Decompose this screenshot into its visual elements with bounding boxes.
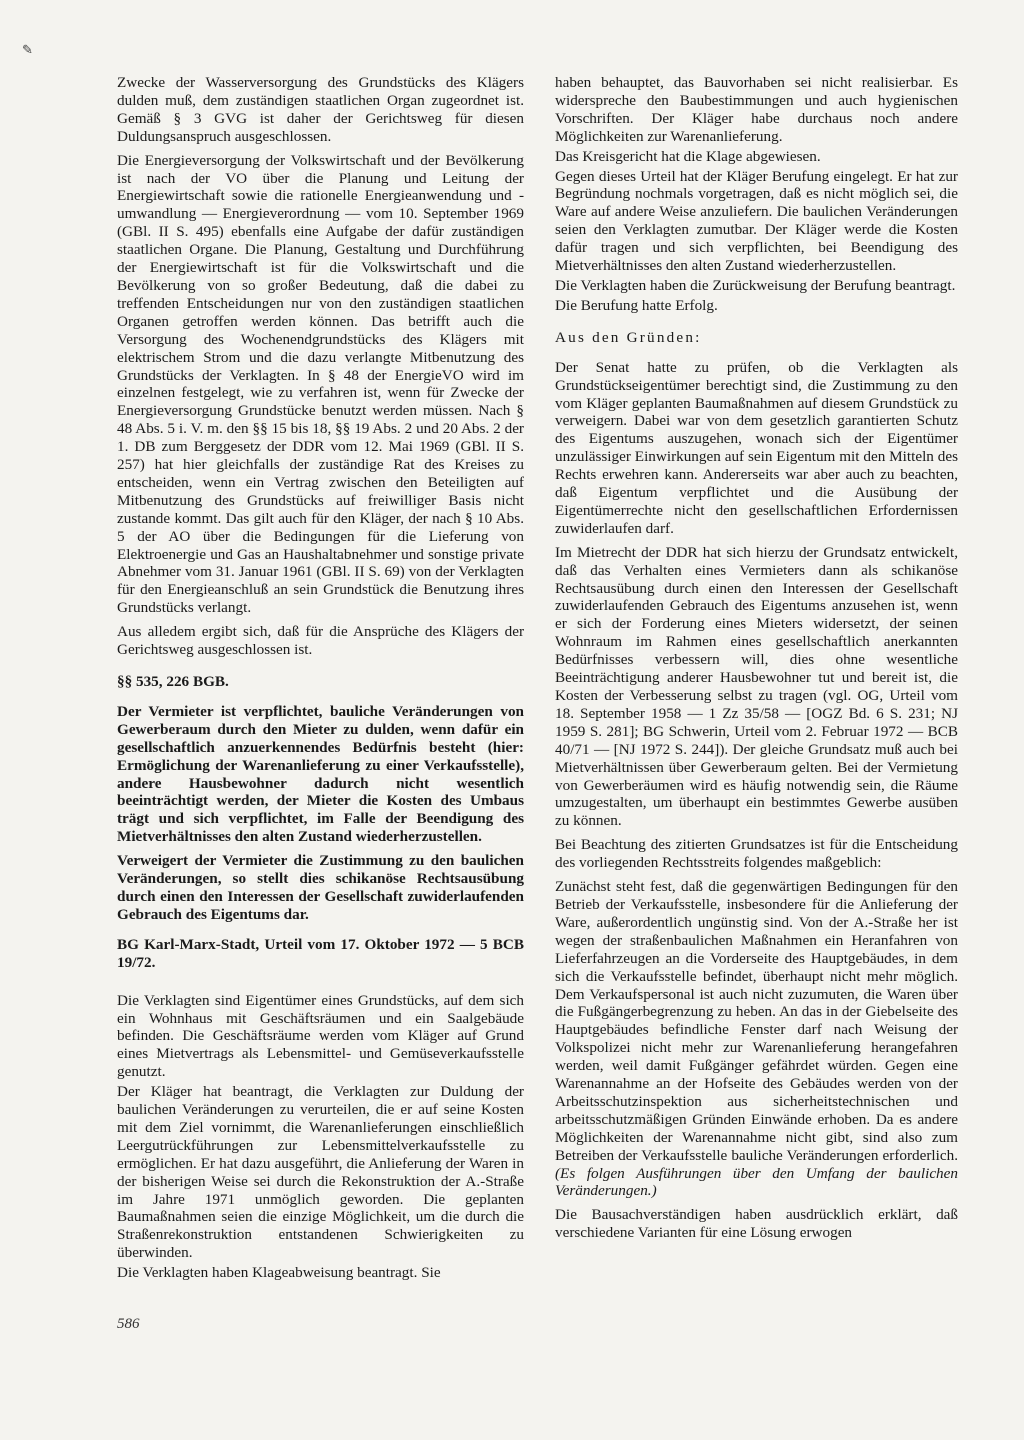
paragraph: Die Verklagten haben die Zurückweisung der Berufung beantragt. [555, 276, 956, 294]
margin-mark: ✎ [22, 42, 33, 57]
paragraph: Der Kläger hat beantragt, die Verklagten zur Duldung der baulichen Veränderungen zu verurteilen, die er auf seine Kosten mit dem Ziel vornimmt, die Warenanlieferungen einschließlich Leergutrückführungen zur Lebensmittelverkaufsstelle zu ermöglichen. Er hat dazu ausgeführt, die Anlieferung der Waren in der bisherigen Weise sei durch die Rekonstruktion der A.-Straße im Jahre 1971 unmöglich geworden. Die geplanten Baumaßnahmen seien die einzige Möglichkeit, um die durch die Straßenrekonstruktion entstandenen Schwierigkeiten zu überwinden. [117, 1083, 524, 1262]
headnote-paragraph: Der Vermieter ist verpflichtet, bauliche Veränderungen von Gewerberaum durch den Mieter zu dulden, wenn dafür ein gesellschaftlich anzuerkennendes Bedürfnis besteht (hier: Ermöglichung der Warenanlieferung zu einer Verkaufsstelle), andere Hausbewohner dadurch nicht wesentlich beeinträchtigt werden, der Mieter die Kosten des Umbaus trägt und sich verpflichtet, im Falle der Beendigung des Mietverhältnisses den alten Zustand wiederherzustellen. [117, 702, 524, 846]
italic-note: (Es folgen Ausführungen über den Umfang der baulichen Veränderungen.) [555, 1164, 958, 1200]
paragraph: Die Verklagten sind Eigentümer eines Grundstücks, auf dem sich ein Wohnhaus mit Geschäftsräumen und ein Saalgebäude befinden. Die Geschäftsräume werden vom Kläger auf Grund eines Mietvertrags als Lebensmittel- und Gemüseverkaufsstelle genutzt. [117, 991, 524, 1081]
paragraph: Die Berufung hatte Erfolg. [555, 296, 718, 314]
paragraph: haben behauptet, das Bauvorhaben sei nicht realisierbar. Es widerspreche den Baubestimmungen und auch hygienischen Vorschriften. Der Kläger habe durchaus noch andere Möglichkeiten zur Warenanlieferung. [555, 74, 958, 145]
paragraph-text: Zunächst steht fest, daß die gegenwärtigen Bedingungen für den Betrieb der Verkaufsstelle, insbesondere für die Anlieferung der Ware, außerordentlich ungünstig sind. Von der A.-Straße her ist wegen der straßenbaulichen Maßnahmen ein Heranfahren von Lieferfahrzeugen an die Vorderseite des Hauptgebäudes, in dem sich die Verkaufsstelle befindet, überhaupt nicht mehr möglich. Dem Verkaufspersonal ist auch nicht zuzumuten, die Waren über die Fußgängerbegrenzung zu heben. An das in der Giebelseite des Hauptgebäudes befindliche Fenster darf nach Weisung der Volkspolizei nicht mehr zur Warenanlieferung herangefahren werden, weil damit Fußgänger gefährdet würden. Gegen eine Warenannahme an der Hofseite des Gebäudes werden von der Arbeitsschutzinspektion aus sicherheitstechnischen und arbeitsschutzmäßigen Gründen Einwände erhoben. Da es andere Möglichkeiten der Warenannahme nicht gibt, sind also zum Betreiben der Verkaufsstelle bauliche Veränderungen erforderlich. [555, 878, 958, 1164]
paragraph: Der Senat hatte zu prüfen, ob die Verklagten als Grundstückseigentümer berechtigt sind, die Zustimmung zu den vom Kläger geplanten Baumaßnahmen auf diesem Grundstück zu verweigern. Dabei war von dem gesetzlich garantierten Schutz des Eigentums auszugehen, wonach sich der Eigentümer unzulässiger Einwirkungen auf sein Eigentum mit den Mitteln des Rechts erwehren kann. Andererseits war aber auch zu beachten, daß Eigentum verpflichtet und die Ausübung der Eigentümerrechte nicht den gesellschaftlichen Erfordernissen zuwiderlaufen darf. [555, 358, 958, 537]
court-citation: BG Karl-Marx-Stadt, Urteil vom 17. Oktober 1972 — 5 BCB 19/72. [117, 935, 524, 971]
paragraph: Gegen dieses Urteil hat der Kläger Berufung eingelegt. Er hat zur Begründung nochmals vorgetragen, daß es nicht möglich sei, die Ware auf andere Weise anzuliefern. Die baulichen Veränderungen seien den Verklagten zumutbar. Der Kläger werde die Kosten dafür tragen und sich verpflichten, bei Beendigung des Mietverhältnisses den alten Zustand wiederherzustellen. [555, 167, 958, 275]
right-column [555, 74, 958, 1248]
paragraph: Das Kreisgericht hat die Klage abgewiesen. [555, 147, 821, 165]
paragraph: Bei Beachtung des zitierten Grundsatzes ist für die Entscheidung des vorliegenden Rechtsstreits folgendes maßgeblich: [555, 836, 958, 872]
paragraph: Aus alledem ergibt sich, daß für die Ansprüche des Klägers der Gerichtsweg ausgeschlossen ist. [117, 623, 524, 659]
paragraph: Die Bausachverständigen haben ausdrücklich erklärt, daß verschiedene Varianten für eine Lösung erwogen [555, 1206, 958, 1242]
paragraph: Die Energieversorgung der Volkswirtschaft und der Bevölkerung ist nach der VO über die Planung und Leitung der Energiewirtschaft sowie die rationelle Energieanwendung und -umwandlung — Energieverordnung — vom 10. September 1969 (GBl. II S. 495) ebenfalls eine Aufgabe der dafür zuständigen staatlichen Organe. Die Planung, Gestaltung und Durchführung der Energiewirtschaft ist für die Volkswirtschaft und die Bevölkerung von so großer Bedeutung, daß die dabei zu treffenden Entscheidungen nur von den zuständigen staatlichen Organen getroffen werden können. Das betrifft auch die Versorgung des Wochenendgrundstücks des Klägers mit elektrischem Strom und die dazu verlangte Mitbenutzung des Grundstücks der Verklagten. In § 48 der EnergieVO wird im einzelnen festgelegt, wie zu verfahren ist, wenn für Zwecke der Energieversorgung Grundstücke benutzt werden müssen. Nach § 48 Abs. 5 i. V. m. den §§ 15 bis 18, §§ 19 Abs. 2 und 20 Abs. 2 der 1. DB zum Berggesetz der DDR vom 12. Mai 1969 (GBl. II S. 257) hat hier gleichfalls der zuständige Rat des Kreises zu entscheiden, wenn ein Vertrag zwischen den Beteiligten auf Mitbenutzung des Grundstücks auf freiwilliger Basis nicht zustande kommt. Das gilt auch für den Kläger, der nach § 10 Abs. 5 der AO über die Bedingungen für die Lieferung von Elektroenergie und Gas an Haushaltabnehmer und sonstige private Abnehmer vom 31. Januar 1961 (GBl. II S. 69) von der Verklagten für den Energieanschluß an sein Grundstück die Benutzung ihres Grundstücks verlangt. [117, 151, 524, 617]
paragraph [555, 878, 958, 1200]
left-column [117, 74, 524, 1288]
paragraph: Die Verklagten haben Klageabweisung beantragt. Sie [117, 1264, 441, 1282]
paragraph: Zwecke der Wasserversorgung des Grundstücks des Klägers dulden muß, dem zuständigen staatlichen Organ zugeordnet ist. Gemäß § 3 GVG ist daher der Gerichtsweg für diesen Duldungsanspruch ausgeschlossen. [117, 74, 524, 145]
headnote-paragraph: Verweigert der Vermieter die Zustimmung zu den baulichen Veränderungen, so stellt dies schikanöse Rechtsausübung durch einen den Interessen der Gesellschaft zuwiderlaufenden Gebrauch des Eigentums dar. [117, 852, 524, 923]
paragraph: Im Mietrecht der DDR hat sich hierzu der Grundsatz entwickelt, daß das Verhalten eines Vermieters dann als schikanöse Rechtsausübung durch einen den Interessen der Gesellschaft zuwiderlaufenden Gebrauch des Eigentums anzusehen ist, wenn er sich der Forderung eines Mieters widersetzt, der seinen Wohnraum im Rahmen eines gesellschaftlich anerkannten Bedürfnisses verbessern will, dies ohne wesentliche Beeinträchtigung anderer Hausbewohner tut und bereit ist, die Kosten der Verbesserung selbst zu tragen (vgl. OG, Urteil vom 18. September 1958 — 1 Zz 35/58 — [OGZ Bd. 6 S. 231; NJ 1959 S. 281]; BG Schwerin, Urteil vom 2. Februar 1972 — BCB 40/71 — [NJ 1972 S. 244]). Der gleiche Grundsatz muß auch bei Mietverhältnissen über Gewerberaum gelten. Bei der Vermietung von Gewerberäumen wird es häufig notwendig sein, die Räume umzugestalten, um überhaupt ein bestimmtes Gewerbe ausüben zu können. [555, 543, 958, 830]
page-number: 586 [117, 1316, 140, 1332]
section-heading: Aus den Gründen: [555, 328, 702, 346]
section-heading: §§ 535, 226 BGB. [117, 673, 229, 690]
